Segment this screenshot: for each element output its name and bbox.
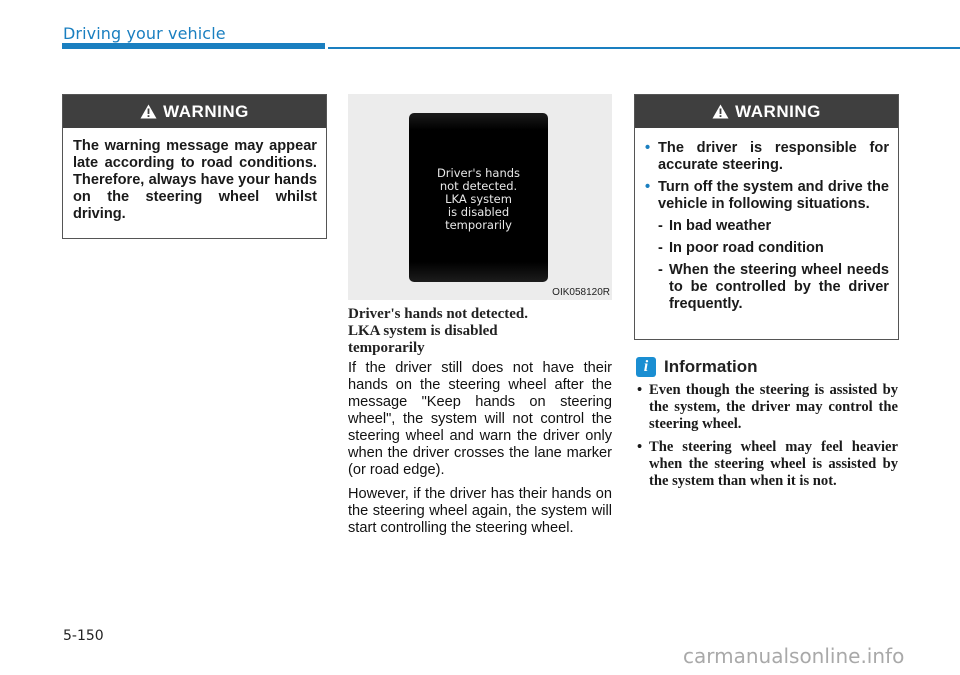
info-icon: i xyxy=(636,357,656,377)
screen-line: Driver's hands xyxy=(436,166,521,180)
screen-line: LKA system xyxy=(445,192,512,206)
subheading xyxy=(348,306,612,357)
bullet-dot-icon: • xyxy=(637,382,643,398)
cluster-display-screen xyxy=(409,113,548,282)
page-number: 5-150 xyxy=(63,628,104,644)
warning-triangle-icon xyxy=(140,104,157,119)
watermark: carmanualsonline.info xyxy=(683,644,905,668)
list-item xyxy=(645,179,889,213)
list-item xyxy=(658,240,889,257)
subheading-line: temporarily xyxy=(348,340,425,356)
dash-icon: - xyxy=(658,240,663,256)
information-title: Information xyxy=(664,357,758,376)
subheading-line: LKA system is disabled xyxy=(348,323,498,339)
warning-text: The warning message may appear late according to road conditions. Therefore, always have your hands on the steering wheel whilst driving. xyxy=(73,138,317,222)
warning-sub-items xyxy=(645,218,889,313)
screen-line: not detected. xyxy=(439,179,518,193)
list-item-text: The steering wheel may feel heavier when the steering wheel is assisted by the system than when it is not. xyxy=(649,439,898,489)
list-item xyxy=(636,439,898,490)
warning-header xyxy=(63,95,326,128)
list-item-text: In poor road condition xyxy=(669,240,824,256)
header-rule-thick xyxy=(62,43,325,49)
warning-bullets xyxy=(645,140,889,213)
screen-line: temporarily xyxy=(445,218,512,232)
dash-icon: - xyxy=(658,262,663,278)
list-item-text: Turn off the system and drive the vehicle in following situations. xyxy=(658,179,889,212)
subheading-line: Driver's hands not detected. xyxy=(348,306,528,322)
list-item-text: In bad weather xyxy=(669,218,772,234)
bullet-dot-icon: • xyxy=(645,179,651,195)
figure-code: OIK058120R xyxy=(552,287,610,298)
information-list xyxy=(636,382,898,496)
header-rule-thin xyxy=(328,47,960,49)
list-item-text: The driver is responsible for accurate steering. xyxy=(658,140,889,173)
warning-triangle-icon xyxy=(712,104,729,119)
list-item xyxy=(658,218,889,235)
paragraph: However, if the driver has their hands on the steering wheel again, the system will start controlling the steering wheel. xyxy=(348,486,612,536)
list-item-text: When the steering wheel needs to be controlled by the driver frequently. xyxy=(669,262,889,312)
warning-box-right xyxy=(634,94,899,340)
bullet-dot-icon: • xyxy=(637,439,643,455)
warning-header xyxy=(635,95,898,128)
information-header xyxy=(636,357,758,377)
warning-title: WARNING xyxy=(735,101,821,121)
list-item xyxy=(658,262,889,313)
warning-title: WARNING xyxy=(163,101,249,121)
list-item xyxy=(645,140,889,174)
dash-icon: - xyxy=(658,218,663,234)
section-title: Driving your vehicle xyxy=(63,24,226,43)
list-item xyxy=(636,382,898,433)
paragraph: If the driver still does not have their hands on the steering wheel after the message "Keep hands on steering wheel", the system will not control the steering wheel and warn the driver only when the driver crosses the lane marker (or road edge). xyxy=(348,360,612,478)
bullet-dot-icon: • xyxy=(645,140,651,156)
list-item-text: Even though the steering is assisted by the system, the driver may control the steering wheel. xyxy=(649,382,898,432)
warning-body xyxy=(635,128,898,328)
warning-box-left xyxy=(62,94,327,239)
cluster-display-figure xyxy=(348,94,612,300)
screen-line: is disabled xyxy=(447,205,510,219)
